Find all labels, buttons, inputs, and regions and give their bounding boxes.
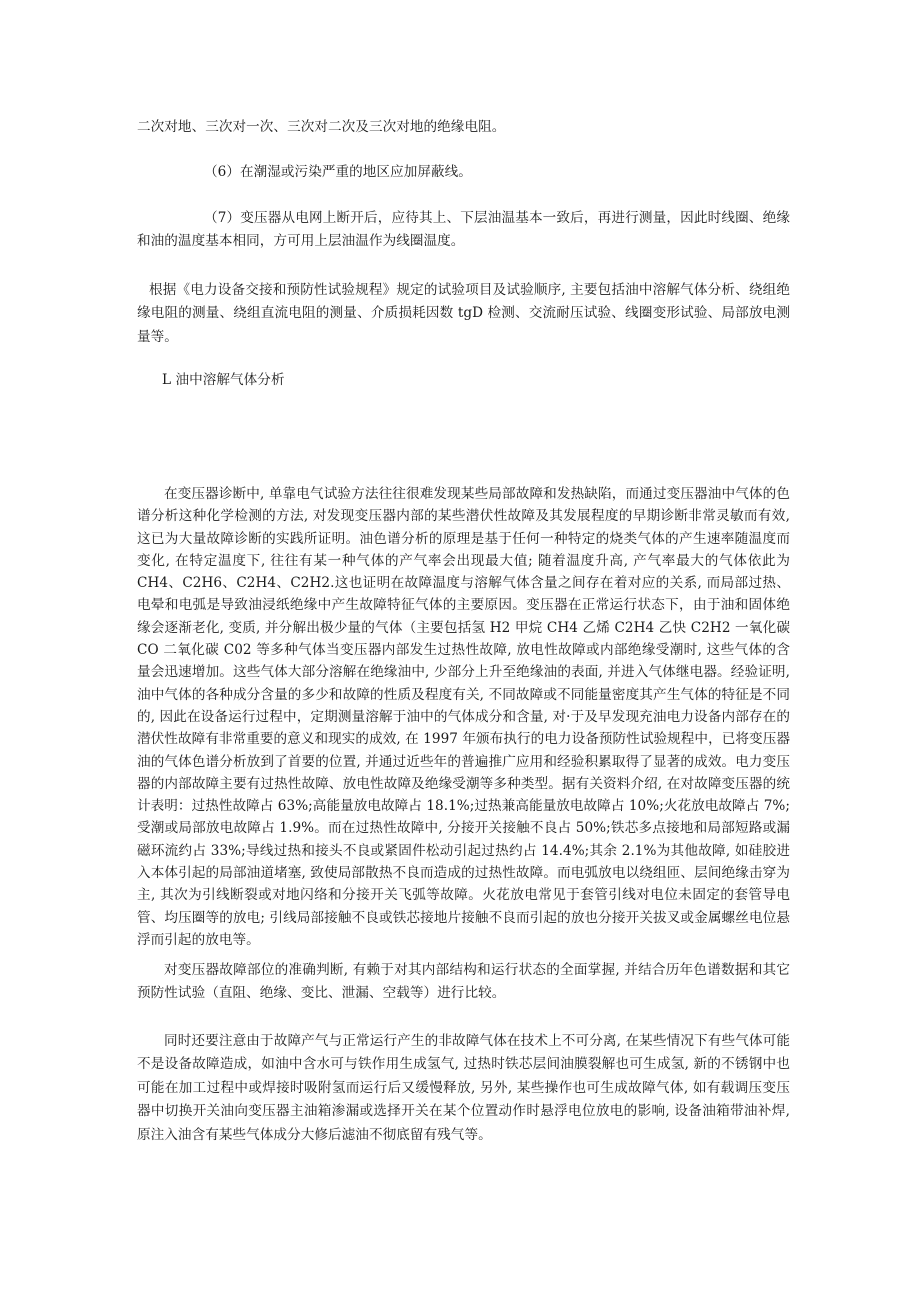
section-heading-dissolved-gas: L 油中溶解气体分析 (162, 372, 285, 388)
paragraph-insulation-continuation: 二次对地、三次对一次、三次对二次及三次对地的绝缘电阻。 (137, 119, 506, 135)
paragraph-item-6: （6）在潮湿或污染严重的地区应加屏蔽线。 (204, 164, 472, 180)
paragraph-non-fault-gas: 同时还要注意由于故障产气与正常运行产生的非故障气体在技术上不可分离, 在某些情况下有些气体可能不是设备故障造成，如油中含水可与铁作用生成氢气, 过热时铁芯层间油膜裂解也可生成氢, 新的不锈钢中也可能在加工过程中或焊接时吸附氢而运行后又缓慢释放, 另外, 某些操作也可生成故障气体, 如有载调压变压器中切换开关油向变压器主油箱渗漏或选择开关在某个位置动作时悬浮电位放电的影响, 设备油箱带油补焊, 原注入油含有某些气体成分大修后滤油不彻底留有残气等。 (137, 1033, 790, 1143)
paragraph-item-7: （7）变压器从电网上断开后，应待其上、下层油温基本一致后，再进行测量，因此时线圈、绝缘和油的温度基本相同，方可用上层油温作为线圈温度。 (137, 210, 790, 250)
paragraph-test-items: 根据《电力设备交接和预防性试验规程》规定的试验项目及试验顺序, 主要包括油中溶解气体分析、绕组绝缘电阻的测量、绕组直流电阻的测量、介质损耗因数 tgD 检测、交流耐压试验、线圈变形试验、局部放电测量等。 (137, 282, 790, 345)
paragraph-gas-analysis: 在变压器诊断中, 单靠电气试验方法往往很难发现某些局部故障和发热缺陷，而通过变压器油中气体的色谱分析这种化学检测的方法, 对发现变压器内部的某些潜伏性故障及其发展程度的早期诊断非常灵敏而有效, 这已为大量故障诊断的实践所证明。油色谱分析的原理是基于任何一种特定的烧类气体的产生速率随温度而变化, 在特定温度下, 往往有某一种气体的产气率会出现最大值; 随着温度升高, 产气率最大的气体依此为 CH4、C2H6、C2H4、C2H2.这也证明在故障温度与溶解气体含量之间存在着对应的关系, 而局部过热、电晕和电弧是导致油浸纸绝缘中产生故障特征气体的主要原因。变压器在正常运行状态下，由于油和固体绝缘会逐渐老化, 变质, 并分解出极少量的气体（主要包括氢 H2 甲烷 CH4 乙烯 C2H4 乙快 C2H2 一氧化碳 CO 二氧化碳 C02 等多种气体当变压器内部发生过热性故障, 放电性故障或内部绝缘受潮时, 这些气体的含量会迅速增加。这些气体大部分溶解在绝缘油中, 少部分上升至绝缘油的表面, 并进入气体继电器。经验证明, 油中气体的各种成分含量的多少和故障的性质及程度有关, 不同故障或不同能量密度其产生气体的特征是不同的, 因此在设备运行过程中，定期测量溶解于油中的气体成分和含量, 对·于及早发现充油电力设备内部存在的潜伏性故障有非常重要的意义和现实的成效, 在 1997 年颁布执行的电力设备预防性试验规程中，已将变压器油的气体色谱分析放到了首要的位置, 并通过近些年的普遍推广应用和经验积累取得了显著的成效。电力变压器的内部故障主要有过热性故障、放电性故障及绝缘受潮等多种类型。据有关资料介绍, 在对故障变压器的统计表明：过热性故障占 63%;高能量放电故障占 18.1%;过热兼高能量放电故障占 10%;火花放电故障占 7%;受潮或局部放电故障占 1.9%。而在过热性故障中, 分接开关接触不良占 50%;铁芯多点接地和局部短路或漏磁环流约占 33%;导线过热和接头不良或紧固件松动引起过热约占 14.4%;其余 2.1%为其他故障, 如硅胶进入本体引起的局部油道堵塞, 致使局部散热不良而造成的过热性故障。而电弧放电以绕组匝、层间绝缘击穿为主, 其次为引线断裂或对地闪络和分接开关飞弧等故障。火花放电常见于套管引线对电位未固定的套管导电管、均压圈等的放电; 引线局部接触不良或铁芯接地片接触不良而引起的放也分接开关拔叉或金属螺丝电位悬浮而引起的放电等。 (137, 486, 791, 948)
paragraph-fault-location: 对变压器故障部位的准确判断, 有赖于对其内部结构和运行状态的全面掌握, 并结合历年色谱数据和其它预防性试验（直阻、绝缘、变比、泄漏、空载等）进行比较。 (137, 962, 790, 1002)
